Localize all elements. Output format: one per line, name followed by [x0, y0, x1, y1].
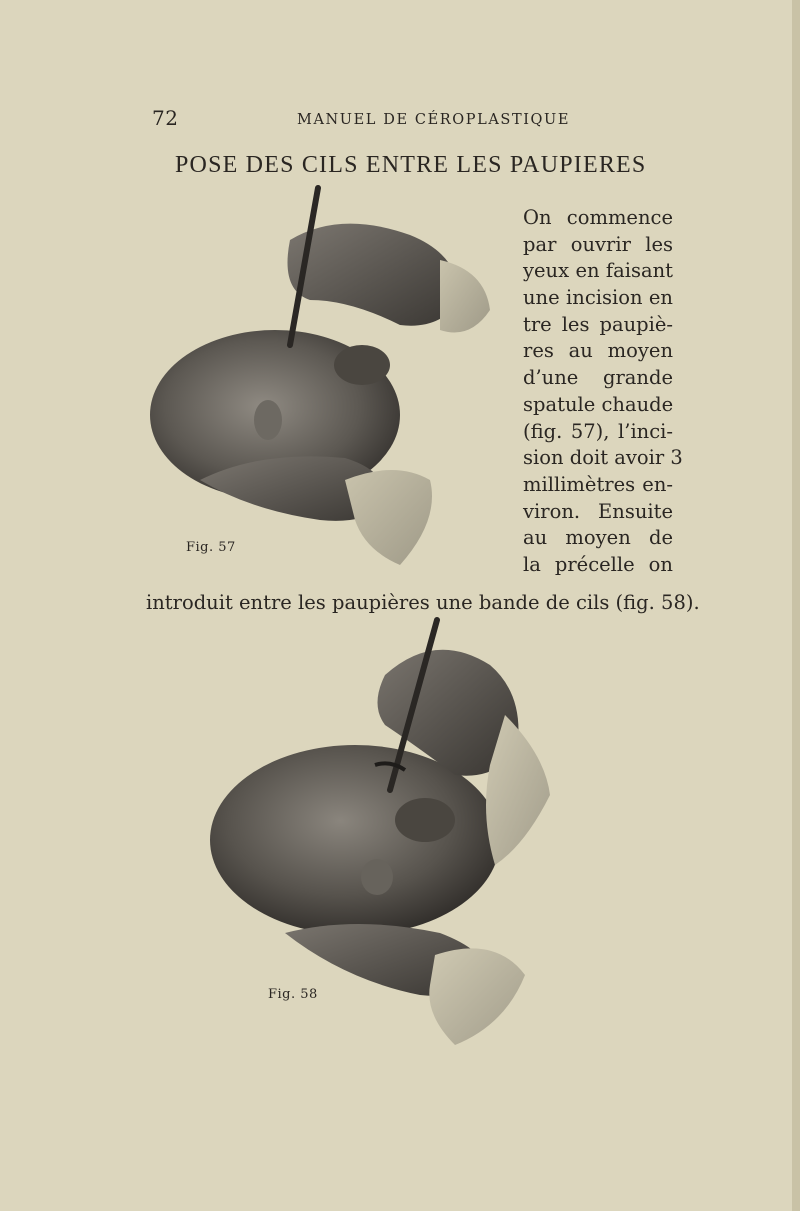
body-full-width-line: introduit entre les paupières une bande de cils (fig. 58). — [146, 591, 700, 614]
fig57-lower-cuff — [345, 470, 432, 565]
body-line: spatule chaude — [523, 392, 674, 416]
body-line: (fig. 57), l’inci- — [523, 419, 673, 443]
section-title: POSE DES CILS ENTRE LES PAUPIERES — [175, 152, 647, 178]
fig57-eye-shape — [254, 400, 282, 440]
body-line: au moyen de — [523, 526, 673, 550]
body-line: une incision en — [523, 286, 673, 310]
fig57-ear-shape — [334, 345, 390, 385]
page-edge-shadow — [792, 0, 800, 1211]
figure-58-illustration — [205, 615, 565, 1055]
body-line: sion doit avoir 3 — [523, 446, 683, 470]
fig58-lower-cuff — [429, 948, 525, 1045]
fig57-upper-cuff — [440, 260, 490, 333]
fig58-ear-shape — [395, 798, 455, 842]
fig57-upper-hand — [288, 224, 461, 326]
body-line: viron. Ensuite — [523, 499, 673, 523]
running-title: MANUEL DE CÉROPLASTIQUE — [297, 112, 571, 128]
body-line: millimètres en- — [523, 472, 673, 496]
body-line: d’une grande — [523, 366, 673, 390]
fig58-eye-shape — [361, 859, 393, 895]
figure-57-caption: Fig. 57 — [186, 540, 236, 555]
page-number: 72 — [152, 106, 179, 130]
body-line: yeux en faisant — [523, 259, 673, 283]
body-text-column — [523, 205, 683, 579]
body-line: On commence — [523, 206, 673, 229]
body-line: par ouvrir les — [523, 232, 673, 256]
body-line: la précelle on — [523, 552, 673, 576]
body-line: res au moyen — [523, 339, 673, 363]
body-line: tre les paupiè- — [523, 312, 673, 336]
figure-57-illustration — [140, 180, 520, 580]
figure-58-caption: Fig. 58 — [268, 987, 318, 1002]
